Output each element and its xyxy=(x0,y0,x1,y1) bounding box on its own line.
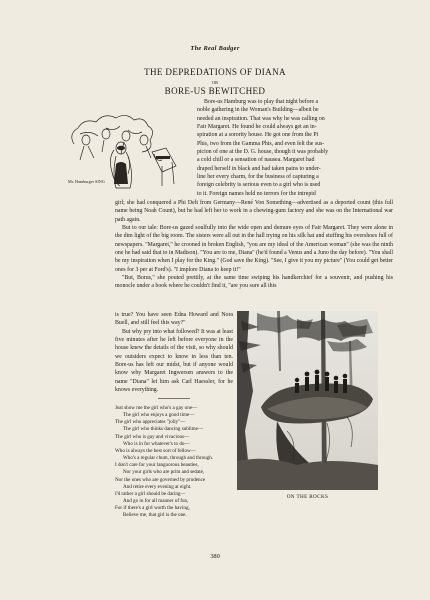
left-column-text xyxy=(115,311,233,394)
poem-line: Just show me the girl who's a gay one— xyxy=(115,405,198,411)
photo-caption: ON THE ROCKS xyxy=(286,494,329,500)
pianist-sketch xyxy=(66,104,188,193)
rocks-photograph xyxy=(237,311,378,490)
poem-line: Who is always the best sort of fellow— xyxy=(115,447,196,454)
paragraph-1-narrow xyxy=(197,98,393,198)
full-width-text xyxy=(115,199,393,291)
paragraph-1-line-4: spiration at a sorority house. He got one from the Pi xyxy=(197,132,319,139)
poem-line: For if there's a girl worth the having, xyxy=(115,505,190,512)
paragraph-3: "But, Borus," she pouted prettily, at the same time swiping his handkerchief for a souvenir, and pushing his monocle under a book where he couldn't find it, "are you sure all this xyxy=(115,275,393,290)
paragraph-3-end: is true? You have seen Edna Howard and Nora Buell, and still feel this way?" xyxy=(115,312,233,327)
paragraph-2: But to our tale: Bore-us gazed soulfully into the wide open and demure eyes of Fair Margaret. They were alone in the dim light of the big room. The sisters were all out in the hall trying on his silk hat and stuffing his overshoes full of newspapers. "Margaret," he crooned in broken English, "you are my ideal of the American woman" (she was the ninth one he had said that to in Madison). "You are to me, Diana" (he'd found a Venus and a Juno the day before). "You shall be my inspiration when I play for the King." (God save the King). "See, I give it you my picture" (You could get better ones for 3 per at Ford's). "I implore Diana to keep it!" xyxy=(115,225,393,273)
poem-line: The girl who appreciates "jolly"— xyxy=(115,419,186,426)
poem-line: Believe me, that girl is the one. xyxy=(123,512,187,519)
poem-line: The girl who is gay and vivacious— xyxy=(115,433,190,440)
article-subtitle: BORE-US BEWITCHED xyxy=(164,86,266,96)
paragraph-1-line-8: draped herself in black and had taken pains to under- xyxy=(197,165,321,172)
paragraph-1-line-1: noble gathering in the Woman's Building—albeit he xyxy=(197,107,319,114)
title-or: OR xyxy=(211,80,219,85)
poem-line: The girl who enjoys a good time— xyxy=(123,412,195,419)
paragraph-1-line-0: Bore-us Hamburg was to play that night before a xyxy=(204,99,319,105)
poem-line: Nor the ones who are governed by prudence xyxy=(115,476,206,483)
poem-line: And go in for all manner of fun, xyxy=(123,498,189,505)
poem-line: The girl who thinks dancing sublime— xyxy=(123,426,203,433)
paragraph-1-line-3: Fair Margaret. He found he could always get an in- xyxy=(197,124,317,131)
sketch-caption: Mr. Hamburger SING xyxy=(68,179,105,184)
paragraph-1-line-6: picion of one at the D. G. house, though it was probably xyxy=(197,149,329,156)
poem-line: Who is in for whatever's to do— xyxy=(123,440,190,447)
paragraph-1-end: girl; she had conquered a Phi Delt from Germany—René Von Something—advertised as a deported count (this full name being Noah Count), but he had left her to work in a chewing-gum factory and she was on the International war path again. xyxy=(115,200,393,223)
paragraph-1-line-7: a cold chill or a sensation of nausea. Margaret had xyxy=(197,157,315,164)
poem xyxy=(115,405,233,520)
article-title: THE DEPREDATIONS OF DIANA xyxy=(144,67,286,77)
poem-line: Who's a regular chum, through and through. xyxy=(123,455,214,462)
paragraph-1-line-9: line her every charm, for the business of capturing a xyxy=(197,174,319,181)
poem-line: I'd rather a girl should be daring— xyxy=(115,490,186,497)
pianist-drawing xyxy=(66,104,188,193)
paragraph-1-line-2: needed an inspiration. That was why he was calling on xyxy=(197,115,325,122)
paragraph-1-line-10: foreign celebrity is serious even to a girl who is used xyxy=(197,182,321,189)
poem-line: Nor your girls who are prim and sedate, xyxy=(123,469,205,476)
photograph-image xyxy=(237,311,378,490)
paragraph-1-line-5: Phis, two from the Gamma Phis, and even felt the sus- xyxy=(197,140,325,147)
poem-line: I don't care for your languorous beauties, xyxy=(115,462,199,469)
section-divider xyxy=(158,398,190,399)
paragraph-1-line-11: to it. Foreign names held no terrors for the intrepid xyxy=(197,190,316,197)
paragraph-4: But why pry into what followed? It was at least five minutes after he left before everyone in the house knew the details of the visit, so why should we outsiders expect to know in less than ten. Bore-us has left our midst, but if anyone would know why Margaret Ingwersen answers to the name "Diana" let him ask Carl Haessler, for he knows everything. xyxy=(115,328,233,394)
page-number: 380 xyxy=(210,553,220,560)
running-head: The Real Badger xyxy=(190,45,240,52)
poem-line: And retire every evening at eight. xyxy=(123,483,192,490)
